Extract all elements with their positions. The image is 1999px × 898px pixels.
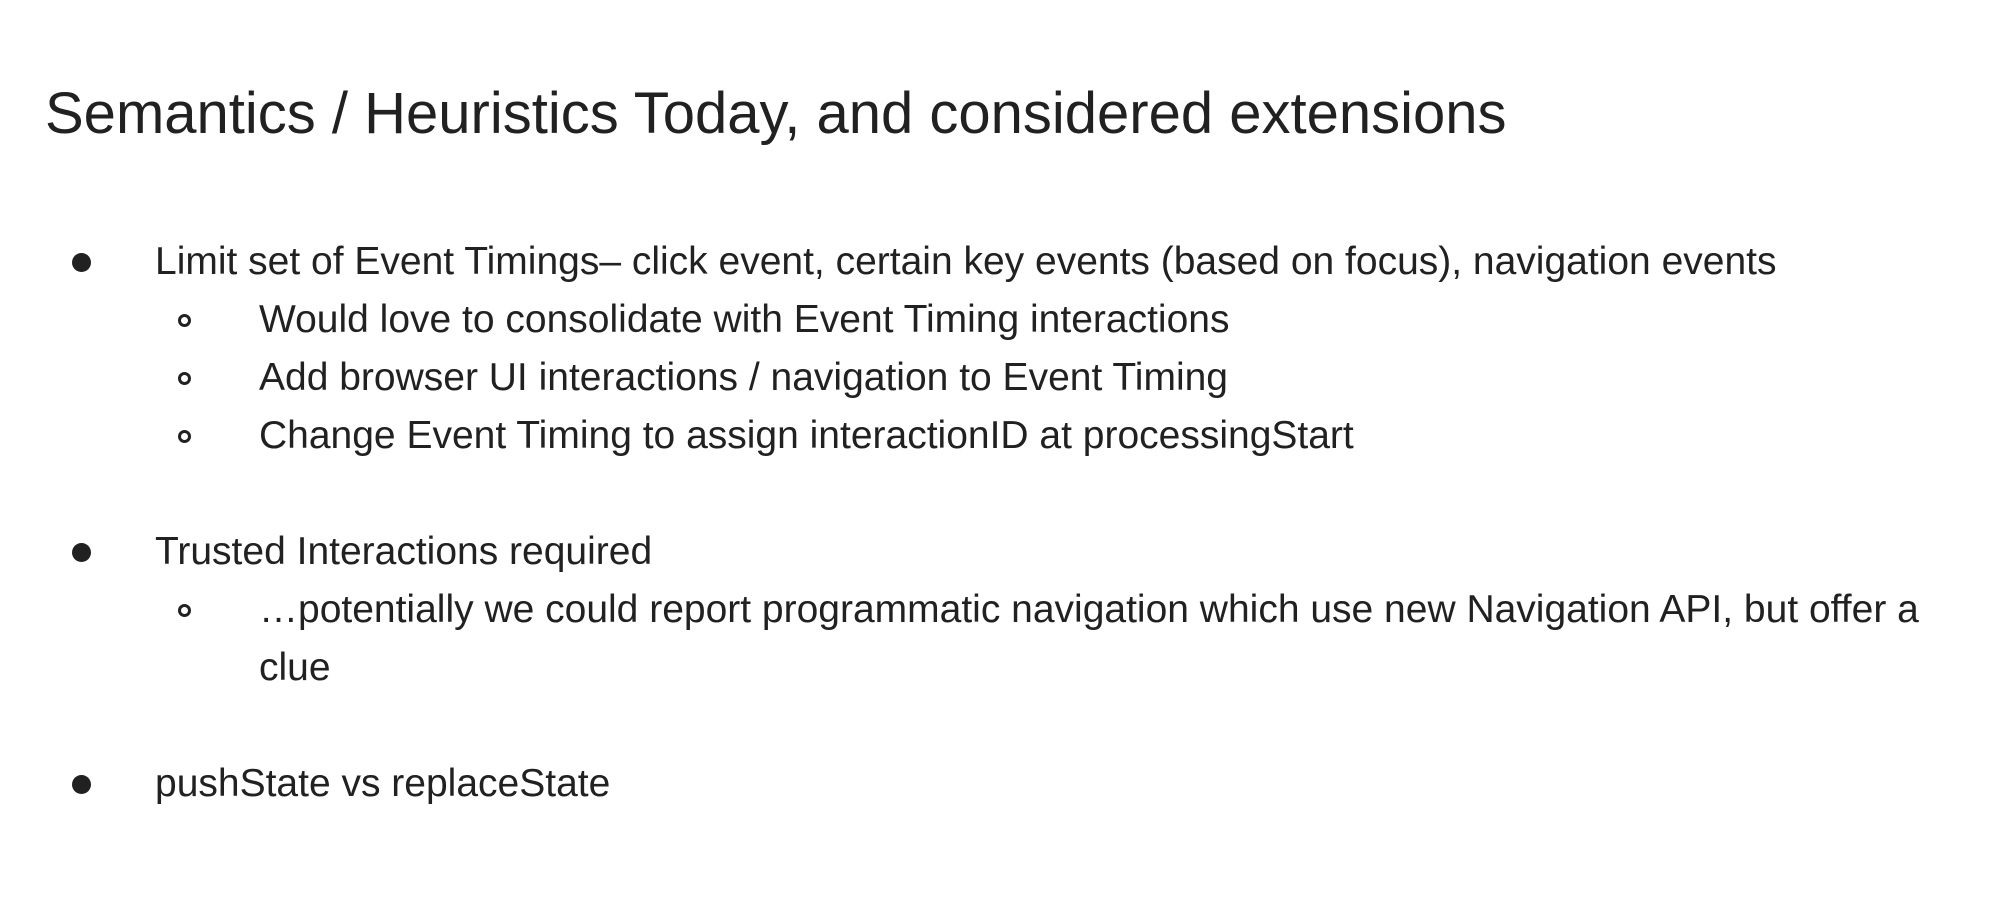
list-item [0,349,1999,407]
bullet-marker [72,755,155,813]
bullet-marker [72,523,155,581]
bullet-group [0,233,1999,465]
list-item [0,291,1999,349]
bullet-marker [178,349,259,407]
bullet-group [0,755,1999,813]
bullet-circle-icon [178,314,191,327]
bullet-circle-icon [178,604,191,617]
bullet-text: Limit set of Event Timings– click event, certain key events (based on focus), navigation events [155,240,1777,283]
bullet-dot-icon [72,253,91,272]
bullet-list [0,233,1999,813]
list-item [0,233,1999,291]
bullet-circle-icon [178,430,191,443]
slide-title: Semantics / Heuristics Today, and considered extensions [45,81,1507,146]
bullet-marker [178,581,259,639]
bullet-dot-icon [72,775,91,794]
sub-bullet-text: Change Event Timing to assign interactionID at processingStart [259,414,1354,457]
list-item [0,755,1999,813]
list-item [0,581,1999,697]
bullet-text: Trusted Interactions required [155,530,653,573]
bullet-marker [72,233,155,291]
bullet-dot-icon [72,543,91,562]
bullet-circle-icon [178,372,191,385]
bullet-marker [178,407,259,465]
bullet-text: pushState vs replaceState [155,762,611,805]
bullet-marker [178,291,259,349]
list-item [0,523,1999,581]
sub-bullet-text: Add browser UI interactions / navigation to Event Timing [259,356,1228,399]
sub-bullet-text: Would love to consolidate with Event Timing interactions [259,298,1230,341]
list-item [0,407,1999,465]
sub-bullet-text: …potentially we could report programmatic navigation which use new Navigation API, but offer a clue [259,588,1919,689]
bullet-group [0,523,1999,697]
